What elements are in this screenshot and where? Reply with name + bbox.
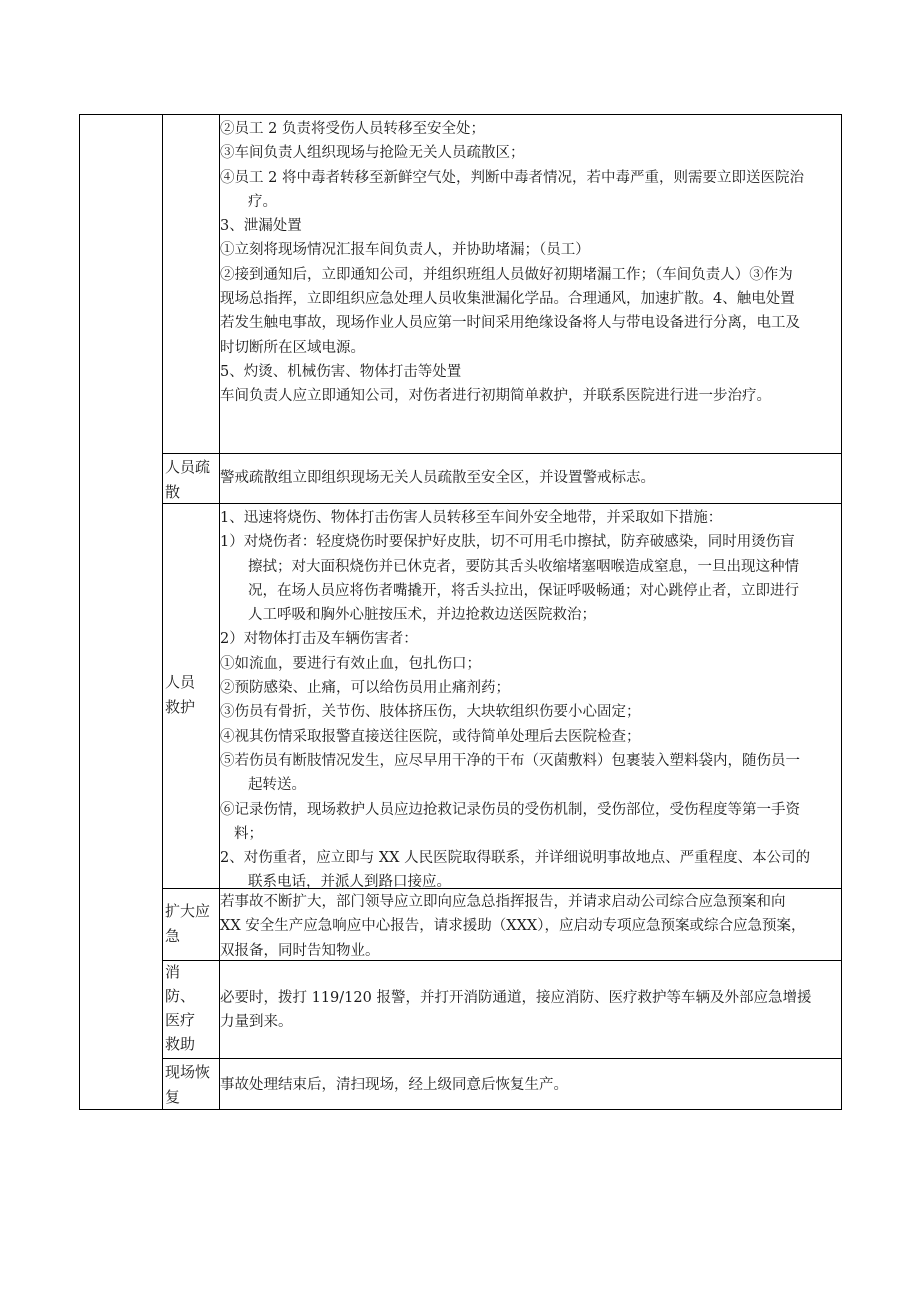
procedure-line: 现场总指挥，立即组织应急处理人员收集泄漏化学品。合理通风，加速扩散。4、触电处置	[220, 291, 795, 308]
procedure-line: 车间负责人应立即通知公司，对伤者进行初期简单救护，并联系医院进行进一步治疗。	[220, 388, 771, 405]
procedure-line: ②接到通知后，立即通知公司，并组织班组人员做好初期堵漏工作；（车间负责人）③作为	[220, 266, 793, 283]
row-divider	[162, 1058, 842, 1059]
rescue-line: 况，在场人员应将伤者嘴撬开，将舌头拉出，保证呼吸畅通；对心跳停止者，立即进行	[248, 582, 799, 599]
rescue-line: ③伤员有骨折，关节伤、肢体挤压伤，大块软组织伤要小心固定；	[220, 704, 641, 721]
row-divider	[162, 503, 842, 504]
procedure-line: 3、泄漏处置	[220, 218, 302, 235]
procedure-line: ④员工 2 将中毒者转移至新鲜空气处，判断中毒者情况，若中毒严重，则需要立即送医院治	[220, 169, 804, 186]
rescue-line: ⑥记录伤情，现场救护人员应边抢救记录伤员的受伤机制，受伤部位，受伤程度等第一手资	[220, 801, 800, 818]
table-border-top	[79, 114, 842, 115]
fire-medical-text: 必要时，拨打 119/120 报警，并打开消防通道，接应消防、医疗救护等车辆及外部应急增援 力量到来。	[220, 990, 812, 1031]
rescue-line: 2、对伤重者，应立即与 XX 人民医院取得联系，并详细说明事故地点、严重程度、本公司的	[220, 850, 811, 867]
evacuation-text: 警戒疏散组立即组织现场无关人员疏散至安全区，并设置警戒标志。	[220, 470, 655, 486]
rescue-line: 料；	[234, 825, 263, 842]
procedure-continuation-cell	[220, 117, 841, 409]
table-border-left	[79, 114, 80, 1110]
procedure-line: 5、灼烫、机械伤害、物体打击等处置	[220, 363, 462, 380]
recovery-text: 事故处理结束后，清扫现场，经上级同意后恢复生产。	[220, 1077, 568, 1093]
rescue-line: 人工呼吸和胸外心脏按压术，并边抢救边送医院救治；	[248, 607, 596, 624]
procedure-line: 疗。	[248, 193, 277, 210]
procedure-line: ①立刻将现场情况汇报车间负责人，并协助堵漏；（员工）	[220, 242, 590, 259]
expand-emergency-label: 扩大应 急	[165, 902, 211, 945]
rescue-line: 起转送。	[248, 777, 306, 794]
evacuation-label: 人员疏 散	[165, 458, 211, 501]
row-divider	[162, 453, 842, 454]
rescue-text-cell	[220, 506, 841, 895]
procedure-line: ③车间负责人组织现场与抢险无关人员疏散区；	[220, 145, 525, 162]
rescue-line: ④视其伤情采取报警直接送往医院，或待简单处理后去医院检查；	[220, 728, 641, 745]
expand-emergency-text: 若事故不断扩大，部门领导应立即向应急总指挥报告，并请求启动公司综合应急预案和向 XX 安全生产应急响应中心报告，请求援助（XXX），应启动专项应急预案或综合应急预案， 双报备，同时告知物业。	[220, 894, 806, 959]
recovery-label: 现场恢 复	[165, 1063, 211, 1106]
rescue-line: ②预防感染、止痛，可以给伤员用止痛剂药；	[220, 680, 510, 697]
rescue-line: ⑤若伤员有断肢情况发生，应尽早用干净的干布（灭菌敷料）包裹装入塑料袋内，随伤员一	[220, 752, 800, 769]
rescue-label: 人员 救护	[165, 673, 196, 716]
rescue-line: ①如流血，要进行有效止血，包扎伤口；	[220, 655, 481, 672]
procedure-line: ②员工 2 负责将受伤人员转移至安全处；	[220, 121, 485, 137]
fire-medical-label: 消 防、 医疗 救助	[165, 963, 196, 1053]
procedure-line: 若发生触电事故，现场作业人员应第一时间采用绝缘设备将人与带电设备进行分离，电工及	[220, 315, 800, 332]
rescue-line: 擦拭；对大面积烧伤并已休克者，要防其舌头收缩堵塞咽喉造成窒息，一旦出现这种情	[248, 558, 799, 575]
rescue-line: 联系电话，并派人到路口接应。	[248, 874, 451, 891]
rescue-line: 1、迅速将烧伤、物体打击伤害人员转移至车间外安全地带，并采取如下措施：	[220, 510, 723, 526]
rescue-line: 1）对烧伤者：轻度烧伤时要保护好皮肤，切不可用毛巾擦拭，防弃破感染，同时用烫伤盲	[220, 534, 795, 551]
rescue-line: 2）对物体打击及车辆伤害者：	[220, 631, 418, 648]
procedure-line: 时切断所在区域电源。	[220, 339, 365, 356]
